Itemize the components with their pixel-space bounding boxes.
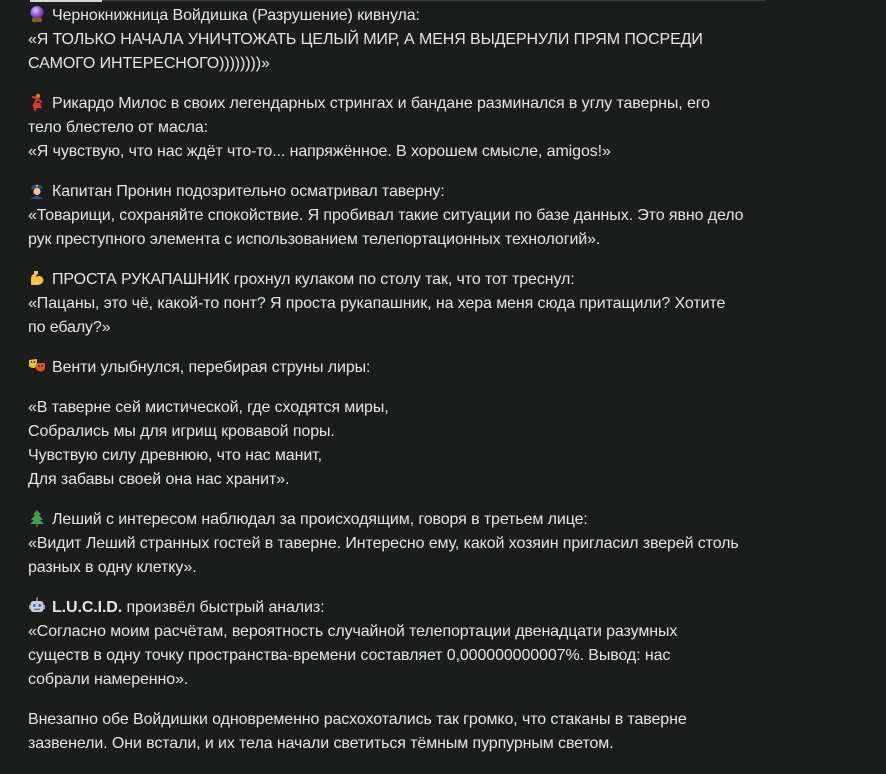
intro-line	[28, 268, 788, 292]
paragraph-ricardo	[28, 92, 788, 164]
intro-text: Капитан Пронин подозрительно осматривал таверну:	[52, 183, 445, 200]
intro-text: ПРОСТА РУКАПАШНИК грохнул кулаком по столу так, что тот треснул:	[52, 271, 575, 288]
quote-line: рук преступного элемента с использованием телепортационных технологий».	[28, 231, 601, 248]
quote-line: собрали намеренно».	[28, 671, 189, 688]
intro-line	[28, 4, 788, 28]
quote-line: разных в одну клетку».	[28, 559, 197, 576]
poem-line: Для забавы своей она нас хранит».	[28, 471, 290, 488]
quote-line: САМОГО ИНТЕРЕСНОГО))))))))»	[28, 55, 270, 72]
quote-line: «Видит Леший странных гостей в таверне. Интересно ему, какой хозяин пригласил зверей столь	[28, 535, 739, 552]
intro-line	[28, 596, 788, 620]
paragraph-venti-poem	[28, 396, 788, 492]
intro-line	[28, 180, 788, 204]
intro-line	[28, 508, 788, 532]
poem-line: Чувствую силу древнюю, что нас манит,	[28, 447, 322, 464]
paragraph-venti	[28, 356, 788, 380]
dancer-icon	[28, 93, 46, 111]
intro-text: Рикардо Милос в своих легендарных стрингах и бандане разминался в углу таверны, его	[52, 95, 710, 112]
quote-line: тело блестело от масла:	[28, 119, 209, 136]
quote-line: «Согласно моим расчётам, вероятность случайной телепортации двенадцати разумных	[28, 623, 678, 640]
paragraph-narration	[28, 708, 788, 756]
quote-line: «Товарищи, сохраняйте спокойствие. Я пробивал такие ситуации по базе данных. Это явно дело	[28, 207, 744, 224]
intro-line	[28, 92, 788, 116]
performing-arts-icon	[28, 357, 46, 375]
top-divider	[30, 0, 766, 1]
top-divider-accent	[30, 0, 102, 2]
flexed-biceps-icon	[28, 269, 46, 287]
paragraph-voidishka	[28, 4, 788, 76]
poem-line: «В таверне сей мистической, где сходятся миры,	[28, 399, 389, 416]
quote-line: по ебалу?»	[28, 319, 111, 336]
character-name: L.U.C.I.D.	[52, 599, 123, 616]
intro-text: Леший с интересом наблюдал за происходящим, говоря в третьем лице:	[52, 511, 588, 528]
intro-text: Венти улыбнулся, перебирая струны лиры:	[52, 359, 371, 376]
paragraph-lucid	[28, 596, 788, 692]
police-officer-icon	[28, 181, 46, 199]
quote-line: существ в одну точку пространства-времени составляет 0,000000000007%. Вывод: нас	[28, 647, 671, 664]
quote-line: «Я чувствую, что нас ждёт что-то... напряжённое. В хорошем смысле, amigos!»	[28, 143, 611, 160]
intro-line	[28, 356, 788, 380]
quote-line: «Пацаны, это чё, какой-то понт? Я проста рукапашник, на хера меня сюда притащили? Хотите	[28, 295, 726, 312]
paragraph-rukapashnik	[28, 268, 788, 340]
crystal-ball-icon	[28, 5, 46, 23]
narration-line: Внезапно обе Войдишки одновременно расхохотались так громко, что стаканы в таверне	[28, 711, 687, 728]
intro-text: Чернокнижница Войдишка (Разрушение) кивнула:	[52, 7, 420, 24]
robot-icon	[28, 597, 46, 615]
evergreen-tree-icon	[28, 509, 46, 527]
chat-message-body	[28, 4, 788, 756]
paragraph-pronin	[28, 180, 788, 252]
intro-text: произвёл быстрый анализ:	[126, 599, 325, 616]
poem-line: Собрались мы для игрищ кровавой поры.	[28, 423, 335, 440]
paragraph-leshiy	[28, 508, 788, 580]
narration-line: зазвенели. Они встали, и их тела начали светиться тёмным пурпурным светом.	[28, 735, 614, 752]
quote-line: «Я ТОЛЬКО НАЧАЛА УНИЧТОЖАТЬ ЦЕЛЫЙ МИР, А МЕНЯ ВЫДЕРНУЛИ ПРЯМ ПОСРЕДИ	[28, 31, 703, 48]
